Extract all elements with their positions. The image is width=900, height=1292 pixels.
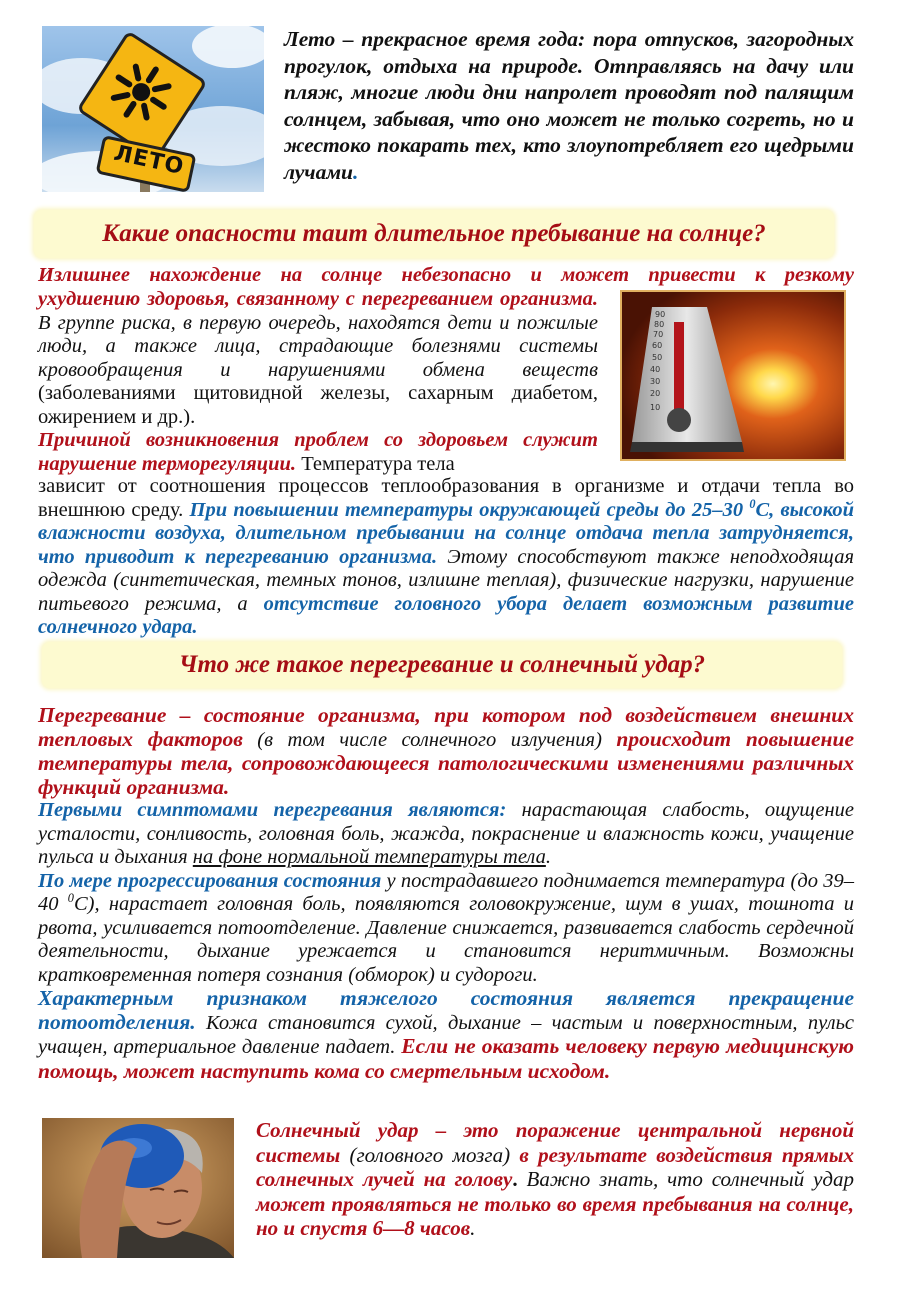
no-headwear-warning: отсутствие головного убора делает возможным развитие солнечного удара xyxy=(38,592,854,638)
severe-sign-text: Кожа становится сухой, дыхание – частым и поверхностным, пульс учащен, артериальное давление падает. xyxy=(38,1011,854,1058)
thermoregulation-paragraph xyxy=(38,475,854,640)
thermo-scale-10: 10 xyxy=(650,403,661,412)
leto-sign-image xyxy=(42,26,264,192)
progression-degree: 0 xyxy=(67,891,74,906)
risk-group-text: В группе риска, в первую очередь, находятся дети и пожилые люди, а также лица, страдающие болезнями системы кровообращения и нарушениями обмена веществ xyxy=(38,311,598,381)
dangers-left-column xyxy=(38,288,598,476)
sunstroke-paragraph xyxy=(256,1118,854,1241)
svg-text:20: 20 xyxy=(650,389,661,398)
coma-warning: Если не оказать человеку первую медицинскую помощь, может наступить кома со смертельным исходом. xyxy=(38,1034,854,1083)
progression-text-2: С), нарастает головная боль, появляются головокружение, шум в ушах, тошнота и рвота, усиливается потоотделение. Давление снижается, развивается слабость сердечной деятельности, дыхание урежается и становится неритмичным. Возможны кратковременная потеря сознания (обморок) и судороги. xyxy=(38,893,855,986)
section-heading-overheating: Что же такое перегревание и солнечный удар? xyxy=(42,642,842,688)
svg-text:30: 30 xyxy=(650,377,661,386)
overheating-cause-text: С, высокой влажности воздуха, длительном пребывании на солнце отдача тепла затрудняется, что приводит к перегреванию организма. xyxy=(38,498,854,568)
sunstroke-end: . xyxy=(470,1216,476,1240)
degree-mark: 0 xyxy=(749,496,756,511)
contributing-factors-text: Этому способствуют также неподходящая одежда (синтетическая, темных тонов, излишне теплая), физические нагрузки, нарушение питьевого режима, а xyxy=(38,545,854,615)
progression-label: По мере прогрессирования состояния xyxy=(38,869,382,892)
thermoregulation-cause: Причиной возникновения проблем со здоровьем служит нарушение терморегуляции. xyxy=(38,429,598,475)
overheating-definition-1: Перегревание – состояние организма, при котором под воздействием внешних тепловых факторов xyxy=(38,703,854,751)
intro-paragraph xyxy=(284,26,854,185)
sunstroke-definition-2: в результате воздействия прямых солнечных лучей на голову xyxy=(256,1142,854,1191)
leto-sign-caption: ЛЕТО xyxy=(111,140,187,181)
progression-text-1: у пострадавшего поднимается температура (до 39–40 xyxy=(38,869,854,915)
overheating-section xyxy=(38,704,854,1083)
delayed-onset-warning: может проявляться не только во время пребывания на солнце, но и спустя 6—8 часов xyxy=(256,1191,854,1240)
dangers-lead-line: Излишнее нахождение на солнце небезопасно и может привести к резкому xyxy=(38,264,854,286)
svg-text:90: 90 xyxy=(655,310,666,319)
risk-group-diseases: (заболеваниями щитовидной железы, сахарным диабетом, ожирением и др.). xyxy=(38,382,598,428)
man-ice-pack-photo xyxy=(42,1118,234,1258)
overheating-definition-note: (в том числе солнечного излучения) xyxy=(242,728,617,751)
sunstroke-brain-note: (головного мозга) xyxy=(340,1142,520,1167)
svg-text:70: 70 xyxy=(653,330,664,339)
severe-sign-label: Характерным признаком тяжелого состояния является прекращение потоотделения. xyxy=(38,986,854,1034)
heat-exchange-text: зависит от соотношения процессов теплообразования в организме и отдачи тепла во внешнюю среду. xyxy=(38,475,854,521)
svg-text:40: 40 xyxy=(650,365,661,374)
intro-text: Лето – прекрасное время года: пора отпусков, загородных прогулок, отдыха на природе. Отправляясь на дачу или пляж, многие люди дни напролет проводят под палящим солнцем, забывая, что оно может не только согреть, но и жестоко покарать тех, кто злоупотребляет его щедрыми лучами xyxy=(284,27,854,184)
man-ice-pack-image xyxy=(42,1118,234,1258)
section1-end: . xyxy=(192,616,198,638)
section-heading-dangers: Какие опасности таит длительное пребывание на солнце? xyxy=(34,210,834,258)
overheating-definition-2: происходит повышение температуры тела, сопровождающееся патологическими изменениями различных функций организма. xyxy=(38,726,854,799)
body-temp-start: Температура тела xyxy=(296,452,455,475)
intro-end: . xyxy=(353,159,359,184)
thermometer-image xyxy=(620,290,846,461)
dangers-lead-rest: ухудшению здоровья, связанному с перегреванием организма. xyxy=(38,288,598,310)
sunstroke-definition-1: Солнечный удар – это поражение центральной нервной системы xyxy=(256,1118,854,1167)
important-to-know-text: Важно знать, что солнечный удар xyxy=(517,1167,855,1191)
sunstroke-dot: . xyxy=(512,1167,518,1191)
first-symptoms-end: . xyxy=(545,846,551,868)
first-symptoms-label: Первыми симптомами перегревания являются: xyxy=(38,799,507,821)
svg-text:50: 50 xyxy=(652,353,663,362)
first-symptoms-text: нарастающая слабость, ощущение усталости, сонливость, головная боль, жажда, покраснение и влажность кожи, учащение пульса и дыхания xyxy=(38,799,854,868)
normal-temp-note: на фоне нормальной температуры тела xyxy=(192,846,546,868)
svg-text:60: 60 xyxy=(652,341,663,350)
thermometer-sun-icon xyxy=(622,292,844,459)
heat-conditions-text: При повышении температуры окружающей среды до 25–30 xyxy=(183,498,750,521)
svg-text:80: 80 xyxy=(654,320,665,329)
